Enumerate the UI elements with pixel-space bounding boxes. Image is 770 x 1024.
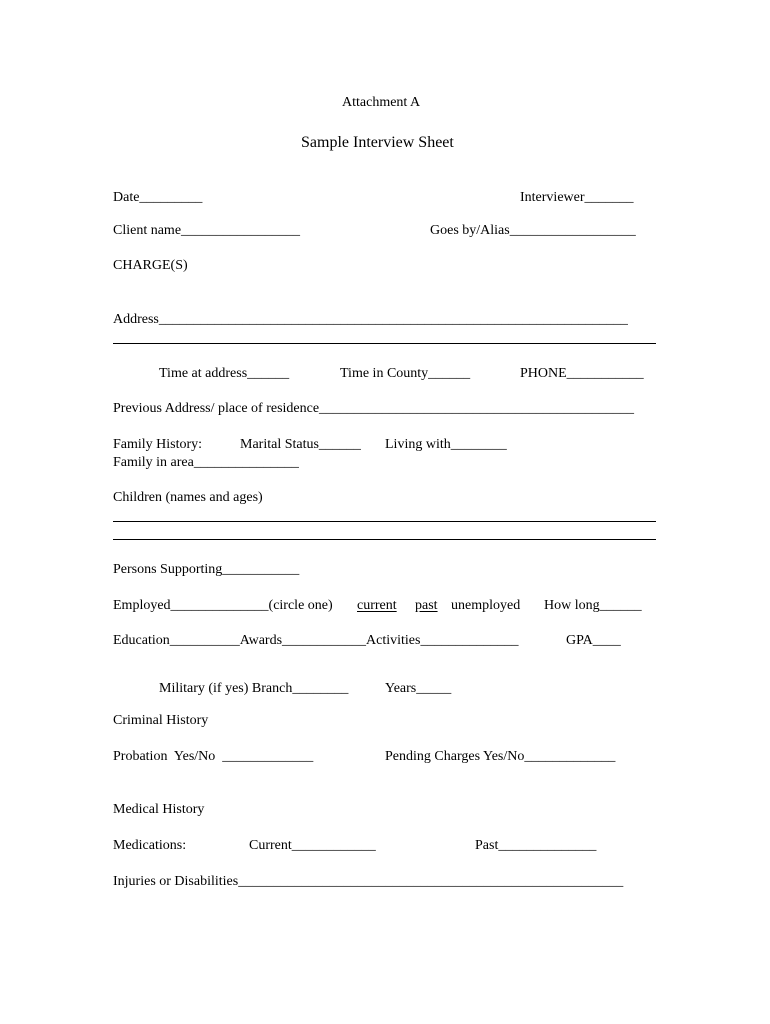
- family-in-area-field[interactable]: Family in area_______________: [113, 455, 299, 470]
- probation-field[interactable]: Probation Yes/No _____________: [113, 749, 314, 764]
- children-line-1[interactable]: [113, 521, 656, 522]
- page-title: Sample Interview Sheet: [301, 134, 454, 151]
- current-option[interactable]: current: [357, 598, 397, 613]
- medications-past-field[interactable]: Past______________: [475, 838, 597, 853]
- gpa-field[interactable]: GPA____: [566, 633, 621, 648]
- charges-label: CHARGE(S): [113, 258, 188, 273]
- marital-status-field[interactable]: Marital Status______: [240, 437, 361, 452]
- how-long-field[interactable]: How long______: [544, 598, 642, 613]
- children-label: Children (names and ages): [113, 490, 263, 505]
- years-field[interactable]: Years_____: [385, 681, 452, 696]
- education-field[interactable]: Education__________Awards____________Activities______________: [113, 633, 519, 648]
- persons-supporting-field[interactable]: Persons Supporting___________: [113, 562, 300, 577]
- medical-history-label: Medical History: [113, 802, 205, 817]
- family-history-label: Family History:: [113, 437, 203, 452]
- criminal-history-label: Criminal History: [113, 713, 209, 728]
- employed-field[interactable]: Employed______________(circle one): [113, 598, 333, 613]
- interviewer-field[interactable]: Interviewer_______: [520, 190, 634, 205]
- attachment-label: Attachment A: [342, 95, 421, 110]
- goes-by-alias-field[interactable]: Goes by/Alias__________________: [430, 223, 636, 238]
- medications-label: Medications:: [113, 838, 187, 853]
- living-with-field[interactable]: Living with________: [385, 437, 507, 452]
- unemployed-option[interactable]: unemployed: [451, 598, 521, 613]
- previous-address-field[interactable]: Previous Address/ place of residence_____________________________________________: [113, 401, 635, 416]
- address-field[interactable]: Address___________________________________________________________________: [113, 312, 628, 327]
- military-branch-field[interactable]: Military (if yes) Branch________: [159, 681, 349, 696]
- phone-field[interactable]: PHONE___________: [520, 366, 644, 381]
- time-in-county-field[interactable]: Time in County______: [340, 366, 471, 381]
- injuries-disabilities-field[interactable]: Injuries or Disabilities_______________________________________________________: [113, 874, 624, 889]
- children-line-2[interactable]: [113, 539, 656, 540]
- client-name-field[interactable]: Client name_________________: [113, 223, 301, 238]
- past-option[interactable]: past: [415, 598, 438, 613]
- time-at-address-field[interactable]: Time at address______: [159, 366, 290, 381]
- pending-charges-field[interactable]: Pending Charges Yes/No_____________: [385, 749, 616, 764]
- date-field[interactable]: Date_________: [113, 190, 203, 205]
- address-line-2[interactable]: [113, 343, 656, 344]
- medications-current-field[interactable]: Current____________: [249, 838, 376, 853]
